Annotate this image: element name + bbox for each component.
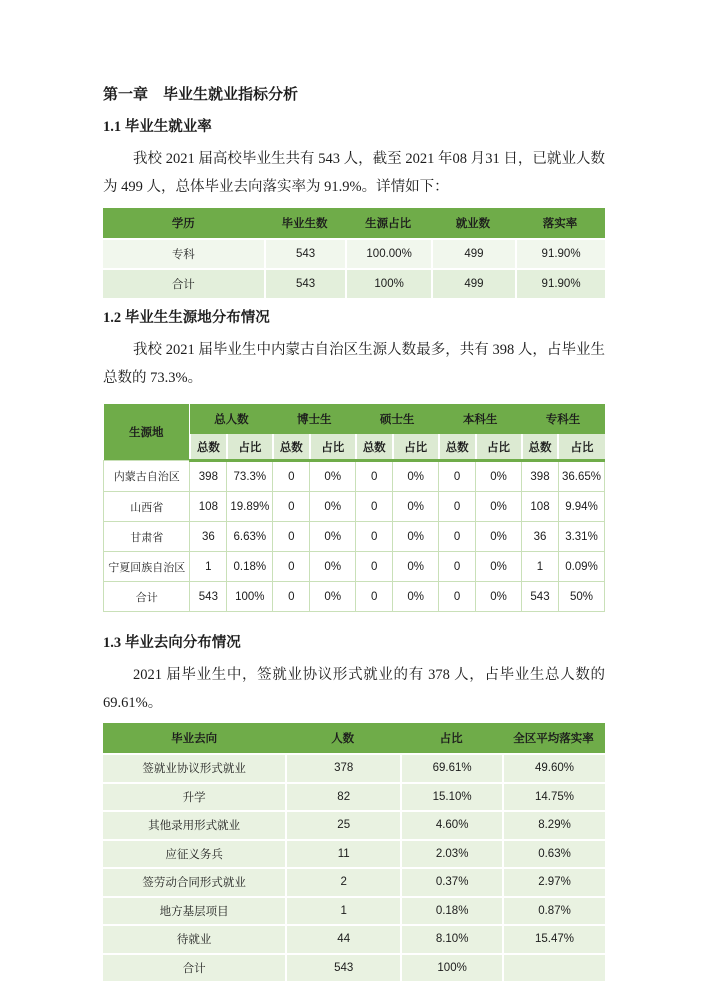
value-cell: 15.47% [502, 924, 605, 953]
value-cell: 1 [190, 552, 227, 582]
value-cell: 82 [285, 782, 400, 811]
paragraph-1-1 [103, 145, 605, 201]
value-cell: 25 [285, 810, 400, 839]
table-row [103, 810, 605, 839]
value-cell: 3.31% [558, 522, 604, 552]
column-header: 就业数 [431, 208, 515, 238]
row-label-cell: 地方基层项目 [103, 896, 285, 925]
value-cell: 50% [558, 582, 604, 612]
value-cell: 91.90% [515, 268, 605, 298]
value-cell: 0% [476, 582, 522, 612]
table-row [104, 461, 605, 492]
value-cell: 0 [356, 522, 393, 552]
value-cell: 543 [285, 953, 400, 982]
value-cell: 0 [273, 522, 310, 552]
value-cell: 543 [190, 582, 227, 612]
row-label-cell: 专科 [103, 238, 264, 268]
paragraph-1-3 [103, 661, 605, 717]
value-cell: 0% [310, 492, 356, 522]
value-cell: 0 [356, 461, 393, 492]
row-label-cell: 合计 [103, 953, 285, 982]
value-cell: 0.87% [502, 896, 605, 925]
column-header: 占比 [400, 723, 502, 753]
value-cell: 0 [439, 582, 476, 612]
row-label-cell: 内蒙古自治区 [104, 461, 190, 492]
value-cell: 1 [285, 896, 400, 925]
row-label-cell: 应征义务兵 [103, 839, 285, 868]
subcolumn-header: 总数 [356, 434, 393, 461]
column-header: 全区平均落实率 [502, 723, 605, 753]
table-header-row [103, 723, 605, 753]
table-header-row [103, 208, 605, 238]
paragraph-line: 总数的 73.3%。 [103, 370, 203, 386]
value-cell: 6.63% [227, 522, 273, 552]
value-cell: 9.94% [558, 492, 604, 522]
value-cell: 36.65% [558, 461, 604, 492]
value-cell: 0% [393, 461, 439, 492]
value-cell: 0.09% [558, 552, 604, 582]
table-row [104, 552, 605, 582]
table-row [103, 867, 605, 896]
table-row [103, 753, 605, 782]
group-header: 本科生 [439, 404, 522, 434]
value-cell: 543 [264, 238, 346, 268]
table-row [103, 268, 605, 298]
value-cell: 8.29% [502, 810, 605, 839]
subcolumn-header: 占比 [310, 434, 356, 461]
value-cell: 0 [273, 582, 310, 612]
paragraph-line: 69.61%。 [103, 695, 163, 711]
value-cell: 108 [522, 492, 559, 522]
value-cell [502, 953, 605, 982]
value-cell: 398 [522, 461, 559, 492]
value-cell: 0% [476, 522, 522, 552]
table-row [104, 492, 605, 522]
value-cell: 73.3% [227, 461, 273, 492]
value-cell: 0% [310, 461, 356, 492]
value-cell: 0 [439, 461, 476, 492]
corner-header: 生源地 [104, 404, 190, 461]
subcolumn-header: 总数 [273, 434, 310, 461]
value-cell: 0% [310, 582, 356, 612]
table-row [103, 896, 605, 925]
group-header: 博士生 [273, 404, 356, 434]
employment-rate-table [103, 208, 605, 298]
section-heading-1-3: 1.3 毕业去向分布情况 [103, 635, 241, 651]
row-label-cell: 签劳动合同形式就业 [103, 867, 285, 896]
value-cell: 2.97% [502, 867, 605, 896]
row-label-cell: 山西省 [104, 492, 190, 522]
value-cell: 0 [273, 552, 310, 582]
value-cell: 0% [393, 522, 439, 552]
value-cell: 4.60% [400, 810, 502, 839]
value-cell: 499 [431, 268, 515, 298]
paragraph-line: 为 499 人，总体毕业去向落实率为 91.9%。详情如下： [103, 179, 449, 195]
value-cell: 0% [393, 492, 439, 522]
value-cell: 1 [522, 552, 559, 582]
value-cell: 69.61% [400, 753, 502, 782]
value-cell: 0% [476, 552, 522, 582]
value-cell: 543 [264, 268, 346, 298]
row-label-cell: 甘肃省 [104, 522, 190, 552]
value-cell: 49.60% [502, 753, 605, 782]
value-cell: 0 [439, 492, 476, 522]
row-label-cell: 签就业协议形式就业 [103, 753, 285, 782]
subcolumn-header: 总数 [522, 434, 559, 461]
value-cell: 0.18% [227, 552, 273, 582]
value-cell: 0.63% [502, 839, 605, 868]
value-cell: 0 [439, 522, 476, 552]
value-cell: 0% [476, 461, 522, 492]
value-cell: 91.90% [515, 238, 605, 268]
value-cell: 543 [522, 582, 559, 612]
value-cell: 100.00% [345, 238, 430, 268]
table-row [104, 582, 605, 612]
value-cell: 0% [310, 552, 356, 582]
column-header: 人数 [285, 723, 400, 753]
value-cell: 36 [522, 522, 559, 552]
value-cell: 0 [439, 552, 476, 582]
paragraph-1-2 [103, 336, 605, 392]
value-cell: 44 [285, 924, 400, 953]
value-cell: 0 [356, 492, 393, 522]
table-row [103, 238, 605, 268]
table-row [103, 924, 605, 953]
table-row [103, 953, 605, 982]
column-header: 毕业去向 [103, 723, 285, 753]
value-cell: 0 [273, 492, 310, 522]
destination-distribution-table [103, 723, 605, 981]
table-row [103, 782, 605, 811]
value-cell: 8.10% [400, 924, 502, 953]
group-header: 总人数 [190, 404, 273, 434]
table-header-row [104, 404, 605, 434]
value-cell: 0% [476, 492, 522, 522]
row-label-cell: 待就业 [103, 924, 285, 953]
value-cell: 0 [273, 461, 310, 492]
paragraph-line: 我校 2021 届毕业生中内蒙古自治区生源人数最多，共有 398 人，占毕业生 [133, 342, 605, 358]
value-cell: 2 [285, 867, 400, 896]
value-cell: 36 [190, 522, 227, 552]
value-cell: 2.03% [400, 839, 502, 868]
value-cell: 15.10% [400, 782, 502, 811]
value-cell: 378 [285, 753, 400, 782]
value-cell: 0% [393, 552, 439, 582]
table-row [104, 522, 605, 552]
value-cell: 499 [431, 238, 515, 268]
row-label-cell: 升学 [103, 782, 285, 811]
column-header: 落实率 [515, 208, 605, 238]
value-cell: 11 [285, 839, 400, 868]
column-header: 生源占比 [345, 208, 430, 238]
value-cell: 0.37% [400, 867, 502, 896]
table-row [103, 839, 605, 868]
row-label-cell: 合计 [103, 268, 264, 298]
subcolumn-header: 总数 [439, 434, 476, 461]
value-cell: 108 [190, 492, 227, 522]
row-label-cell: 其他录用形式就业 [103, 810, 285, 839]
origin-distribution-table [103, 404, 605, 612]
subcolumn-header: 总数 [190, 434, 227, 461]
paragraph-line: 2021 届毕业生中，签就业协议形式就业的有 378 人，占毕业生总人数的 [133, 667, 605, 683]
section-heading-1-1: 1.1 毕业生就业率 [103, 119, 212, 135]
value-cell: 0 [356, 582, 393, 612]
subcolumn-header: 占比 [393, 434, 439, 461]
value-cell: 100% [345, 268, 430, 298]
value-cell: 100% [227, 582, 273, 612]
row-label-cell: 合计 [104, 582, 190, 612]
group-header: 硕士生 [356, 404, 439, 434]
value-cell: 0.18% [400, 896, 502, 925]
value-cell: 398 [190, 461, 227, 492]
group-header: 专科生 [522, 404, 605, 434]
value-cell: 14.75% [502, 782, 605, 811]
paragraph-line: 我校 2021 届高校毕业生共有 543 人，截至 2021 年08 月31 日，已就业人数 [133, 151, 605, 167]
column-header: 学历 [103, 208, 264, 238]
chapter-title: 第一章 毕业生就业指标分析 [103, 87, 299, 103]
section-heading-1-2: 1.2 毕业生生源地分布情况 [103, 310, 270, 326]
value-cell: 100% [400, 953, 502, 982]
row-label-cell: 宁夏回族自治区 [104, 552, 190, 582]
value-cell: 19.89% [227, 492, 273, 522]
subcolumn-header: 占比 [227, 434, 273, 461]
subcolumn-header: 占比 [476, 434, 522, 461]
column-header: 毕业生数 [264, 208, 346, 238]
subcolumn-header: 占比 [558, 434, 604, 461]
value-cell: 0% [310, 522, 356, 552]
value-cell: 0 [356, 552, 393, 582]
value-cell: 0% [393, 582, 439, 612]
